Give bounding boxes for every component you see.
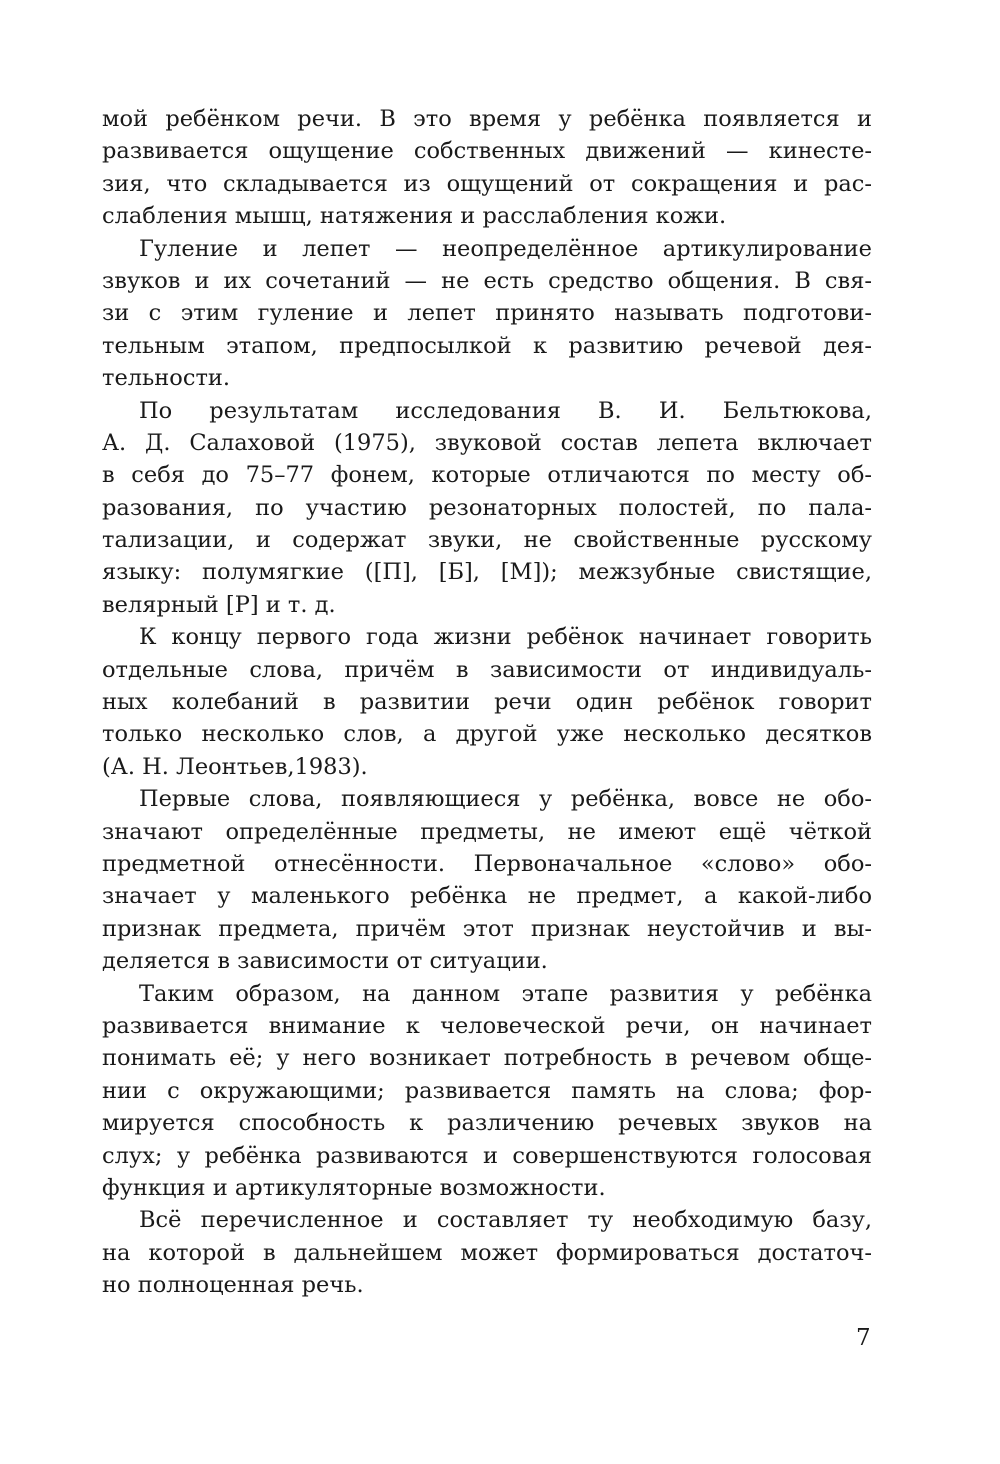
paragraph-line: (А. Н. Леонтьев,1983). xyxy=(102,753,368,780)
paragraph-line: функция и артикуляторные возможности. xyxy=(102,1174,606,1201)
paragraph-line: Первые слова, появляющиеся у ребёнка, вовсе не обо- xyxy=(139,786,872,813)
paragraph-5 xyxy=(102,783,872,977)
paragraph-line: тельности. xyxy=(102,365,231,392)
paragraph-line: К концу первого года жизни ребёнок начинает говорить xyxy=(139,624,872,651)
paragraph-line: значает у маленького ребёнка не предмет, а какой-либо xyxy=(102,883,872,910)
paragraph-line: но полноценная речь. xyxy=(102,1272,364,1299)
paragraph-line: на которой в дальнейшем может формироваться достаточ- xyxy=(102,1239,872,1266)
paragraph-line: нии с окружающими; развивается память на слова; фор- xyxy=(102,1077,872,1104)
paragraph-3 xyxy=(102,395,872,622)
paragraph-line: значают определённые предметы, не имеют ещё чёткой xyxy=(102,818,872,845)
paragraph-line: понимать её; у него возникает потребность в речевом обще- xyxy=(102,1045,872,1072)
paragraph-line: тельным этапом, предпосылкой к развитию речевой дея- xyxy=(102,332,872,359)
paragraph-line: предметной отнесённости. Первоначальное «слово» обо- xyxy=(102,850,872,877)
paragraph-line: только несколько слов, а другой уже несколько десятков xyxy=(102,721,872,748)
paragraph-line: зия, что складывается из ощущений от сокращения и рас- xyxy=(102,170,872,197)
paragraph-line: мой ребёнком речи. В это время у ребёнка появляется и xyxy=(102,106,872,132)
paragraph-line: слух; у ребёнка развиваются и совершенствуются голосовая xyxy=(102,1142,872,1169)
paragraph-4 xyxy=(102,621,872,783)
paragraph-line: А. Д. Салаховой (1975), звуковой состав лепета включает xyxy=(102,429,872,456)
body-text xyxy=(102,103,872,1301)
page-number: 7 xyxy=(856,1325,871,1351)
paragraph-line: Всё перечисленное и составляет ту необходимую базу, xyxy=(139,1207,872,1234)
paragraph-line: тализации, и содержат звуки, не свойственные русскому xyxy=(102,527,872,554)
paragraph-line: развивается ощущение собственных движений — кинесте- xyxy=(102,138,872,165)
paragraph-line: ных колебаний в развитии речи один ребёнок говорит xyxy=(102,689,872,716)
paragraph-1 xyxy=(102,103,872,233)
paragraph-line: в себя до 75–77 фонем, которые отличаются по месту об- xyxy=(102,462,872,489)
paragraph-line: По результатам исследования В. И. Бельтюкова, xyxy=(139,397,872,424)
paragraph-6 xyxy=(102,978,872,1205)
paragraph-line: признак предмета, причём этот признак неустойчив и вы- xyxy=(102,915,872,942)
paragraph-7 xyxy=(102,1204,872,1301)
paragraph-line: Таким образом, на данном этапе развития у ребёнка xyxy=(139,980,872,1007)
paragraph-2 xyxy=(102,233,872,395)
paragraph-line: зи с этим гуление и лепет принято называть подготови- xyxy=(102,300,872,327)
paragraph-line: разования, по участию резонаторных полостей, по пала- xyxy=(102,494,872,521)
paragraph-line: языку: полумягкие ([П], [Б], [М]); межзубные свистящие, xyxy=(102,559,872,586)
paragraph-line: отдельные слова, причём в зависимости от индивидуаль- xyxy=(102,656,872,683)
paragraph-line: велярный [Р] и т. д. xyxy=(102,591,336,618)
paragraph-line: мируется способность к различению речевых звуков на xyxy=(102,1110,872,1137)
paragraph-line: Гуление и лепет — неопределённое артикулирование xyxy=(139,235,872,262)
paragraph-line: деляется в зависимости от ситуации. xyxy=(102,948,548,975)
paragraph-line: развивается внимание к человеческой речи, он начинает xyxy=(102,1012,872,1039)
paragraph-line: слабления мышц, натяжения и расслабления кожи. xyxy=(102,203,727,230)
paragraph-line: звуков и их сочетаний — не есть средство общения. В свя- xyxy=(102,267,872,294)
